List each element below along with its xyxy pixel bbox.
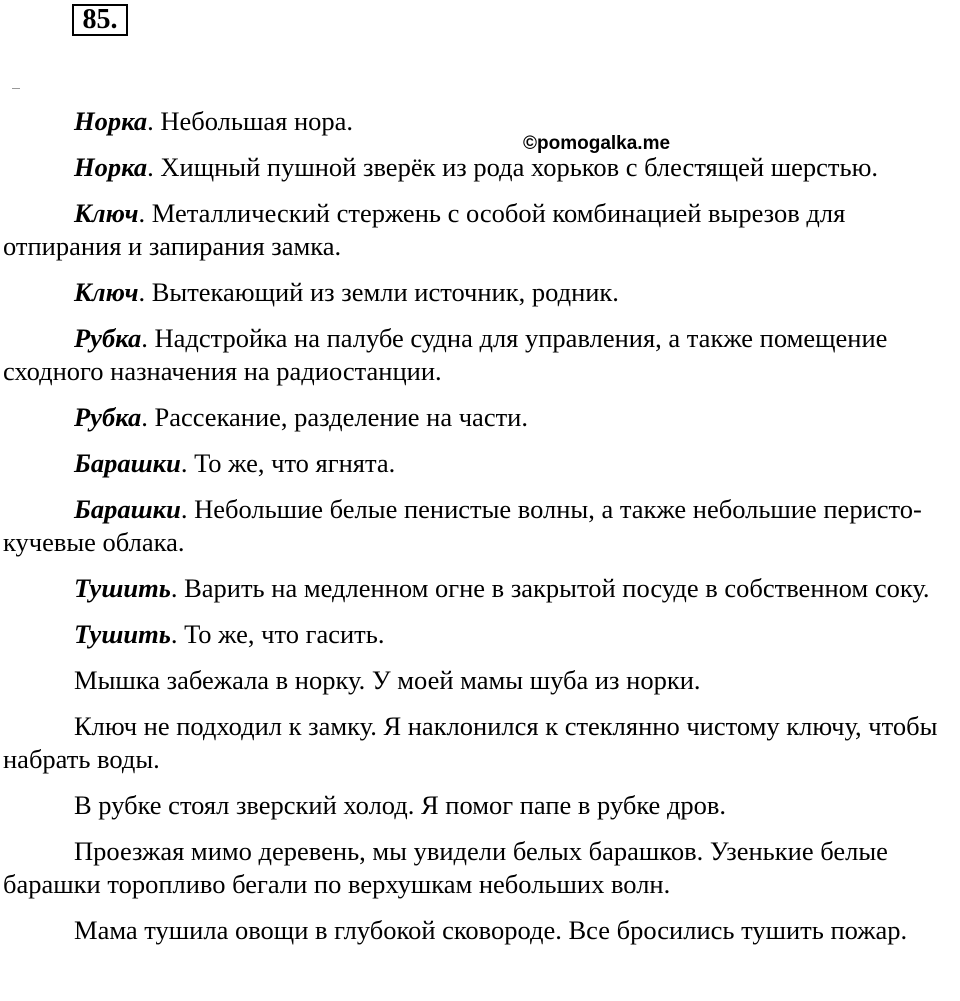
definition-term: Барашки — [74, 494, 181, 524]
definition-paragraph — [3, 151, 959, 184]
definition-text: . Хищный пушной зверёк из рода хорьков с блестящей шерстью. — [147, 152, 878, 182]
definition-text: . Небольшие белые пенистые волны, а также небольшие перисто-кучевые облака. — [3, 494, 922, 557]
definition-text: . То же, что гасить. — [170, 619, 385, 649]
exercise-content — [3, 105, 959, 960]
example-sentence: Ключ не подходил к замку. Я наклонился к стеклянно чистому ключу, чтобы набрать воды. — [3, 711, 938, 774]
definition-paragraph — [3, 401, 959, 434]
definition-text: . Рассекание, разделение на части. — [141, 402, 528, 432]
definition-text: . Вытекающий из земли источник, родник. — [138, 277, 619, 307]
stray-mark — [12, 88, 20, 89]
definition-text: . Варить на медленном огне в закрытой посуде в собственном соку. — [170, 573, 930, 603]
definition-term: Норка — [74, 106, 148, 136]
definition-term: Ключ — [74, 198, 139, 228]
task-number: 85. — [72, 4, 128, 36]
definition-paragraph — [3, 276, 959, 309]
definition-term: Рубка — [74, 402, 142, 432]
definition-paragraph — [3, 197, 959, 263]
definition-paragraph — [3, 105, 959, 138]
definition-paragraph — [3, 447, 959, 480]
definition-term: Ключ — [74, 277, 139, 307]
definition-paragraph — [3, 493, 959, 559]
definition-term: Норка — [74, 152, 148, 182]
definition-term: Тушить — [74, 619, 171, 649]
example-sentence: Мышка забежала в норку. У моей мамы шуба из норки. — [74, 665, 701, 695]
definition-paragraph — [3, 618, 959, 651]
watermark: ©pomogalka.me — [523, 133, 671, 154]
example-sentence: Мама тушила овощи в глубокой сковороде. Все бросились тушить пожар. — [74, 915, 908, 945]
definition-paragraph — [3, 322, 959, 388]
definition-text: . То же, что ягнята. — [180, 448, 396, 478]
definition-term: Барашки — [74, 448, 181, 478]
example-sentence: В рубке стоял зверский холод. Я помог папе в рубке дров. — [74, 790, 727, 820]
definition-term: Рубка — [74, 323, 142, 353]
definition-term: Тушить — [74, 573, 171, 603]
definition-paragraph — [3, 572, 959, 605]
definition-text: . Небольшая нора. — [147, 106, 354, 136]
definition-text: . Металлический стержень с особой комбинацией вырезов для отпирания и запирания замка. — [3, 198, 846, 261]
example-sentence: Проезжая мимо деревень, мы увидели белых барашков. Узенькие белые барашки торопливо бегали по верхушкам небольших волн. — [3, 836, 888, 899]
definition-text: . Надстройка на палубе судна для управления, а также помещение сходного назначения на радиостанции. — [3, 323, 888, 386]
